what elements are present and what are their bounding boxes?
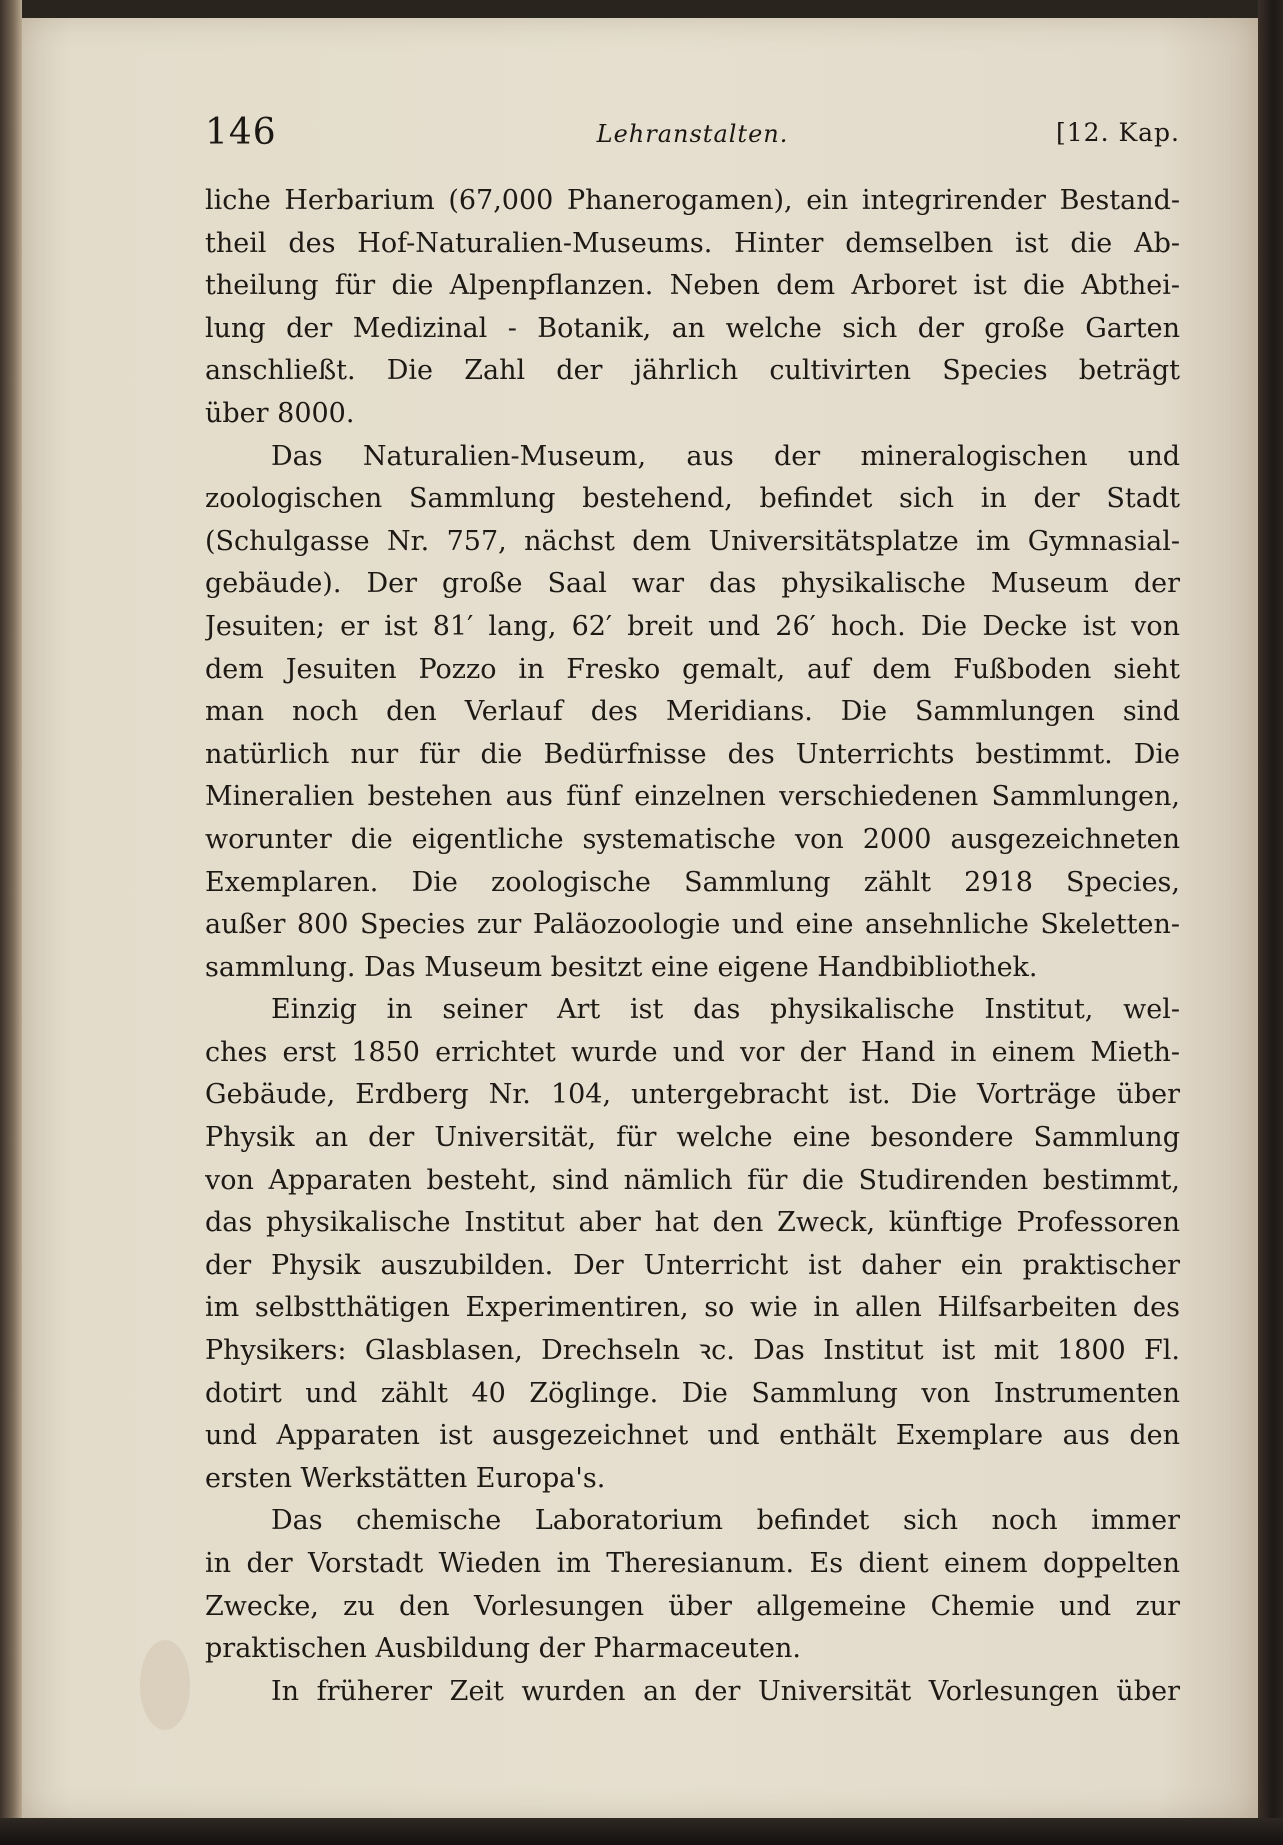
text-line: das physikalische Institut aber hat den Zweck, künftige Professoren bbox=[205, 1207, 1180, 1239]
paragraph-start-line: Einzig in seiner Art ist das physikalische Institut, wel- bbox=[271, 994, 1180, 1026]
paragraph-start-line: Das Naturalien-Museum, aus der mineralogischen und bbox=[271, 440, 1180, 472]
text-line: Zwecke, zu den Vorlesungen über allgemeine Chemie und zur bbox=[205, 1590, 1180, 1622]
page-number: 146 bbox=[205, 112, 277, 153]
text-line: Physik an der Universität, für welche eine besondere Sammlung bbox=[205, 1122, 1180, 1154]
text-line: und Apparaten ist ausgezeichnet und enthält Exemplare aus den bbox=[205, 1420, 1180, 1452]
text-line: Physikers: Glasblasen, Drechseln ꝛc. Das Institut ist mit 1800 Fl. bbox=[205, 1335, 1180, 1367]
page-header bbox=[205, 112, 1180, 160]
text-line: über 8000. bbox=[205, 397, 355, 429]
text-line: anschließt. Die Zahl der jährlich cultivirten Species beträgt bbox=[205, 355, 1180, 387]
text-line: praktischen Ausbildung der Pharmaceuten. bbox=[205, 1633, 801, 1665]
text-line: liche Herbarium (67,000 Phanerogamen), ein integrirender Bestand- bbox=[205, 185, 1180, 216]
paragraph-start-line: In früherer Zeit wurden an der Universität Vorlesungen über bbox=[271, 1675, 1180, 1707]
book-binding-edge bbox=[1258, 0, 1283, 1845]
text-line: theilung für die Alpenpflanzen. Neben dem Arboret ist die Abthei- bbox=[205, 270, 1180, 302]
text-line: theil des Hof-Naturalien-Museums. Hinter demselben ist die Ab- bbox=[205, 227, 1180, 259]
scan-bottom-border bbox=[0, 1818, 1283, 1845]
text-line: außer 800 Species zur Paläozoologie und eine ansehnliche Skeletten- bbox=[205, 909, 1180, 941]
text-line: Gebäude, Erdberg Nr. 104, untergebracht ist. Die Vorträge über bbox=[205, 1079, 1180, 1111]
text-line: von Apparaten besteht, sind nämlich für die Studirenden bestimmt, bbox=[205, 1164, 1180, 1196]
chapter-reference: [12. Kap. bbox=[1056, 118, 1180, 147]
text-line: dotirt und zählt 40 Zöglinge. Die Sammlung von Instrumenten bbox=[205, 1377, 1180, 1409]
body-text bbox=[205, 180, 1180, 1713]
text-line: sammlung. Das Museum besitzt eine eigene Handbibliothek. bbox=[205, 951, 1038, 983]
text-line: gebäude). Der große Saal war das physikalische Museum der bbox=[205, 568, 1180, 600]
paragraph-start-line: Das chemische Laboratorium befindet sich noch immer bbox=[271, 1505, 1180, 1537]
text-line: zoologischen Sammlung bestehend, befindet sich in der Stadt bbox=[205, 483, 1180, 515]
text-line: ches erst 1850 errichtet wurde und vor der Hand in einem Mieth- bbox=[205, 1036, 1180, 1068]
text-line: Jesuiten; er ist 81′ lang, 62′ breit und 26′ hoch. Die Decke ist von bbox=[205, 610, 1180, 642]
previous-page-edge bbox=[0, 0, 22, 1845]
text-line: Exemplaren. Die zoologische Sammlung zählt 2918 Species, bbox=[205, 866, 1180, 898]
text-line: Mineralien bestehen aus fünf einzelnen verschiedenen Sammlungen, bbox=[205, 781, 1180, 813]
text-line: man noch den Verlauf des Meridians. Die Sammlungen sind bbox=[205, 696, 1180, 728]
text-line: der Physik auszubilden. Der Unterricht ist daher ein praktischer bbox=[205, 1249, 1180, 1281]
text-line: natürlich nur für die Bedürfnisse des Unterrichts bestimmt. Die bbox=[205, 738, 1180, 770]
text-line: dem Jesuiten Pozzo in Fresko gemalt, auf dem Fußboden sieht bbox=[205, 653, 1180, 685]
text-line: ersten Werkstätten Europa's. bbox=[205, 1462, 606, 1494]
text-line: lung der Medizinal - Botanik, an welche sich der große Garten bbox=[205, 312, 1180, 344]
text-line: (Schulgasse Nr. 757, nächst dem Universitätsplatze im Gymnasial- bbox=[205, 525, 1180, 557]
paper-stain bbox=[140, 1640, 190, 1730]
text-line: in der Vorstadt Wieden im Theresianum. Es dient einem doppelten bbox=[205, 1548, 1180, 1579]
text-line: worunter die eigentliche systematische von 2000 ausgezeichneten bbox=[205, 823, 1180, 855]
text-line: im selbstthätigen Experimentiren, so wie in allen Hilfsarbeiten des bbox=[205, 1292, 1180, 1324]
running-title: Lehranstalten. bbox=[596, 120, 789, 148]
